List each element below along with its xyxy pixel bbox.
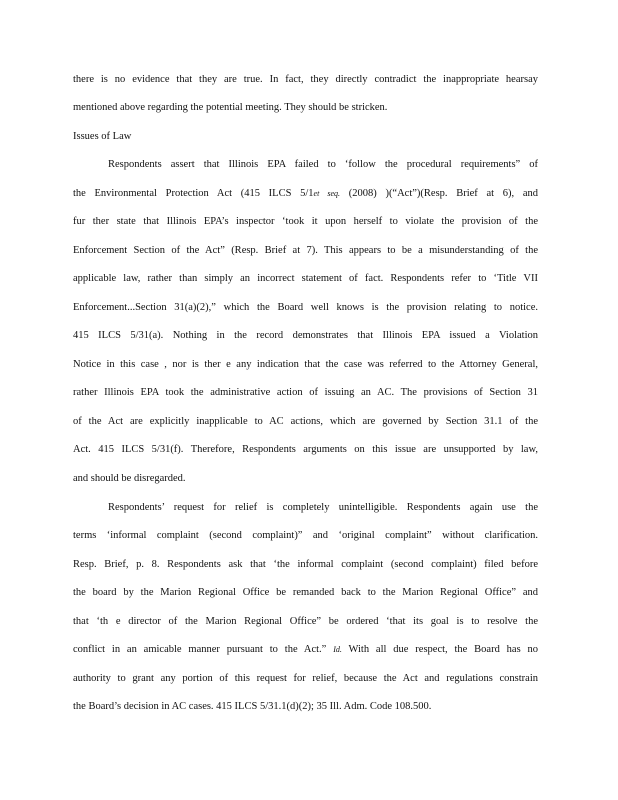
text-segment: (2008) )(“Act”)(Resp. Brief at 6), and	[340, 188, 538, 199]
text-line: the Board’s decision in AC cases. 415 ILCS 5/31.1(d)(2); 35 Ill. Adm. Code 108.500.	[73, 701, 432, 712]
text-line: authority to grant any portion of this request for relief, because the Act and regulations constrain	[73, 673, 538, 684]
text-line: and should be disregarded.	[73, 473, 186, 484]
text-segment: the Environmental Protection Act (415 ILCS 5/1	[73, 188, 314, 199]
text-line: Resp. Brief, p. 8. Respondents ask that ‘the informal complaint (second complaint) filed before	[73, 559, 538, 570]
text-line: terms ‘informal complaint (second complaint)” and ‘original complaint” without clarification.	[73, 530, 538, 541]
text-line: rather Illinois EPA took the administrative action of issuing an AC. The provisions of Section 31	[73, 387, 538, 398]
text-line: the board by the Marion Regional Office be remanded back to the Marion Regional Office” and	[73, 587, 538, 598]
text-line: that ‘th e director of the Marion Regional Office” be ordered ‘that its goal is to resolve the	[73, 616, 538, 627]
section-heading: Issues of Law	[73, 131, 132, 142]
text-line: Notice in this case , nor is ther e any indication that the case was referred to the Attorney General,	[73, 359, 538, 370]
text-line: of the Act are explicitly inapplicable to AC actions, which are governed by Section 31.1 of the	[73, 416, 538, 427]
text-line	[73, 187, 538, 201]
text-line: there is no evidence that they are true. In fact, they directly contradict the inappropriate hearsay	[73, 74, 538, 85]
text-line: Enforcement Section of the Act” (Resp. Brief at 7). This appears to be a misunderstanding of the	[73, 245, 538, 256]
italic-citation: Id.	[333, 645, 342, 654]
text-line: Respondents’ request for relief is completely unintelligible. Respondents again use the	[108, 502, 538, 513]
text-segment: With all due respect, the Board has no	[341, 644, 539, 655]
text-line	[73, 643, 538, 657]
text-segment: conflict in an amicable manner pursuant to the Act.”	[73, 644, 327, 655]
text-line: Respondents assert that Illinois EPA failed to ‘follow the procedural requirements” of	[108, 159, 538, 170]
text-line: fur ther state that Illinois EPA’s inspector ‘took it upon herself to violate the provision of the	[73, 216, 538, 227]
text-line: mentioned above regarding the potential meeting. They should be stricken.	[73, 102, 388, 113]
italic-citation: et seq.	[313, 189, 341, 198]
text-line: Act. 415 ILCS 5/31(f). Therefore, Respondents arguments on this issue are unsupported by law,	[73, 444, 538, 455]
text-line: Enforcement...Section 31(a)(2),” which the Board well knows is the provision relating to notice.	[73, 302, 538, 313]
text-line: 415 ILCS 5/31(a). Nothing in the record demonstrates that Illinois EPA issued a Violation	[73, 330, 538, 341]
text-line: applicable law, rather than simply an incorrect statement of fact. Respondents refer to ‘Title VII	[73, 273, 538, 284]
